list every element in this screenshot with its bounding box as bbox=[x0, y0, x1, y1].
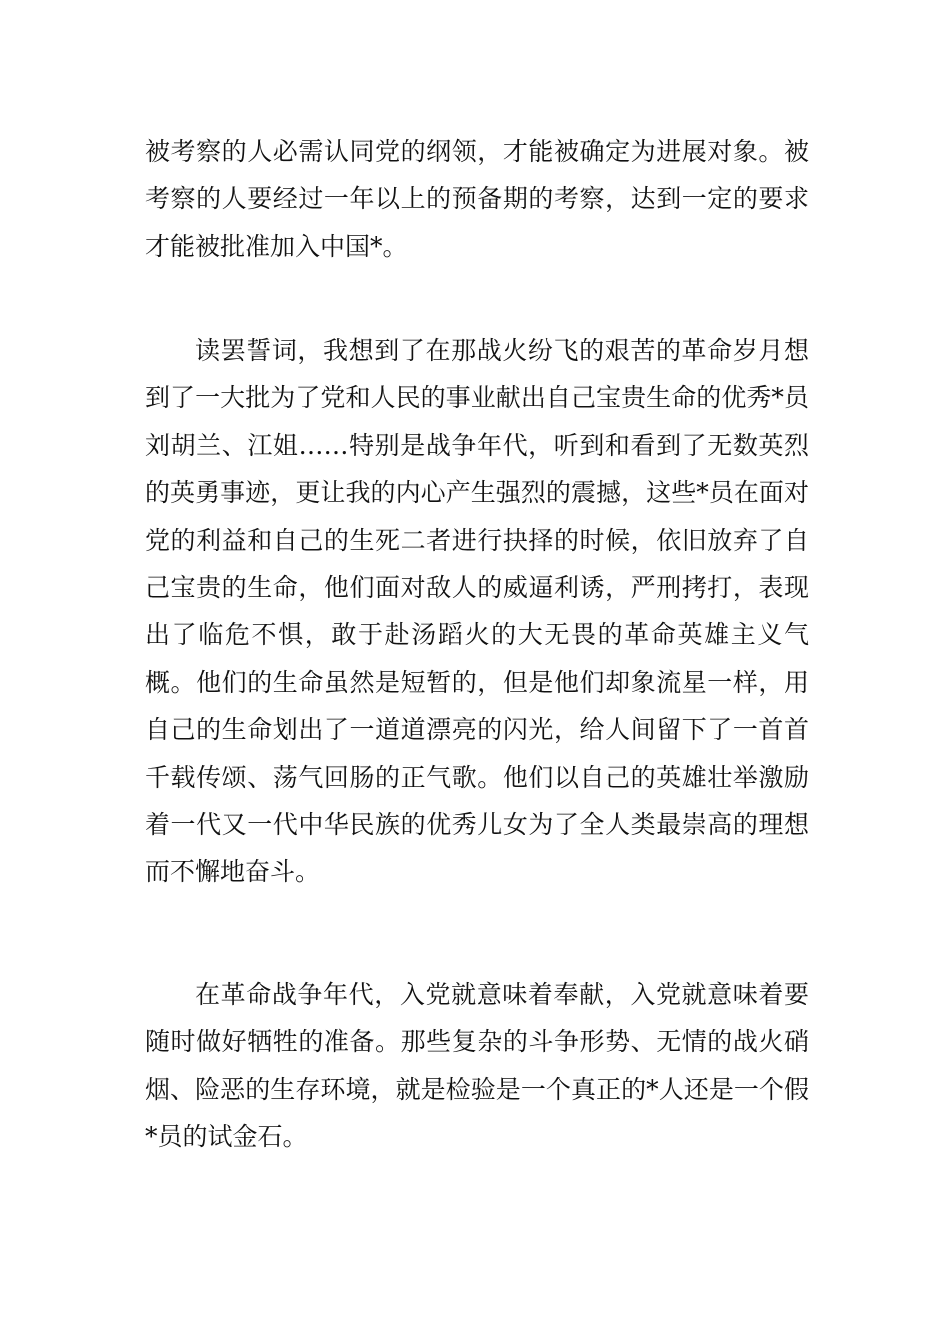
paragraph-2: 读罢誓词，我想到了在那战火纷飞的艰苦的革命岁月想到了一大批为了党和人民的事业献出自己宝贵生命的优秀*员刘胡兰、江姐……特别是战争年代，听到和看到了无数英烈的英勇事迹，更让我的内心产生强烈的震撼，这些*员在面对党的利益和自己的生死二者进行抉择的时候，依旧放弃了自己宝贵的生命，他们面对敌人的威逼利诱，严刑拷打，表现出了临危不惧，敢于赴汤蹈火的大无畏的革命英雄主义气概。他们的生命虽然是短暂的，但是他们却象流星一样，用自己的生命划出了一道道漂亮的闪光，给人间留下了一首首千载传颂、荡气回肠的正气歌。他们以自己的英雄壮举激励着一代又一代中华民族的优秀儿女为了全人类最崇高的理想而不懈地奋斗。 bbox=[145, 336, 809, 887]
paragraph-3: 在革命战争年代，入党就意味着奉献，入党就意味着要随时做好牺牲的准备。那些复杂的斗争形势、无情的战火硝烟、险恶的生存环境，就是检验是一个真正的*人还是一个假*员的试金石。 bbox=[145, 980, 809, 1152]
paragraph-1: 被考察的人必需认同党的纲领，才能被确定为进展对象。被考察的人要经过一年以上的预备期的考察，达到一定的要求才能被批准加入中国*。 bbox=[145, 137, 809, 261]
